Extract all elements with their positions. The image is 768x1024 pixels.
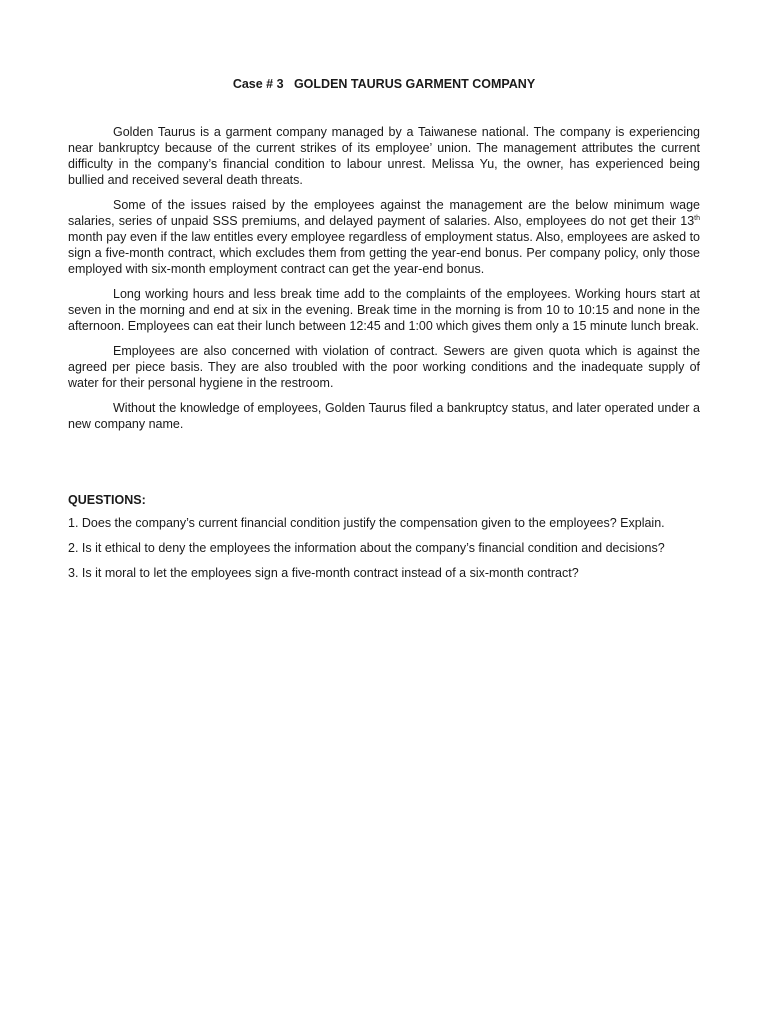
- question-3: 3. Is it moral to let the employees sign a five-month contract instead of a six-month contract?: [68, 566, 579, 580]
- case-body: [68, 124, 700, 432]
- paragraph-issues-part1: Some of the issues raised by the employees against the management are the below minimum wage salaries, series of unpaid SSS premiums, and delayed payment of salaries. Also, employees do not get their 13: [68, 198, 700, 228]
- question-2: 2. Is it ethical to deny the employees the information about the company’s financial condition and decisions?: [68, 541, 665, 555]
- paragraph-intro: Golden Taurus is a garment company managed by a Taiwanese national. The company is experiencing near bankruptcy because of the current strikes of its employee’ union. The management attributes the current difficulty in the company’s financial condition to labour unrest. Melissa Yu, the owner, has experienced being bullied and received several death threats.: [68, 125, 700, 187]
- paragraph-hours: Long working hours and less break time add to the complaints of the employees. Working hours start at seven in the morning and end at six in the evening. Break time in the morning is from 10 to 10:15 and none in the afternoon. Employees can eat their lunch between 12:45 and 1:00 which gives them only a 15 minute lunch break.: [68, 287, 700, 333]
- questions-heading: QUESTIONS:: [68, 493, 146, 507]
- superscript-th: th: [694, 214, 700, 222]
- paragraph-issues: [68, 197, 700, 277]
- case-title: Case # 3 GOLDEN TAURUS GARMENT COMPANY: [232, 77, 536, 91]
- paragraph-bankruptcy: Without the knowledge of employees, Golden Taurus filed a bankruptcy status, and later operated under a new company name.: [68, 401, 700, 431]
- paragraph-contract: Employees are also concerned with violation of contract. Sewers are given quota which is against the agreed per piece basis. They are also troubled with the poor working conditions and the inadequate supply of water for their personal hygiene in the restroom.: [68, 344, 700, 390]
- questions-section: [68, 493, 700, 581]
- paragraph-issues-part2: month pay even if the law entitles every employee regardless of employment status. Also, employees are asked to sign a five-month contract, which excludes them from getting the year-end bonus. Per company policy, only those employed with six-month employment contract can get the year-end bonus.: [68, 230, 700, 276]
- question-1: 1. Does the company’s current financial condition justify the compensation given to the employees? Explain.: [68, 516, 665, 530]
